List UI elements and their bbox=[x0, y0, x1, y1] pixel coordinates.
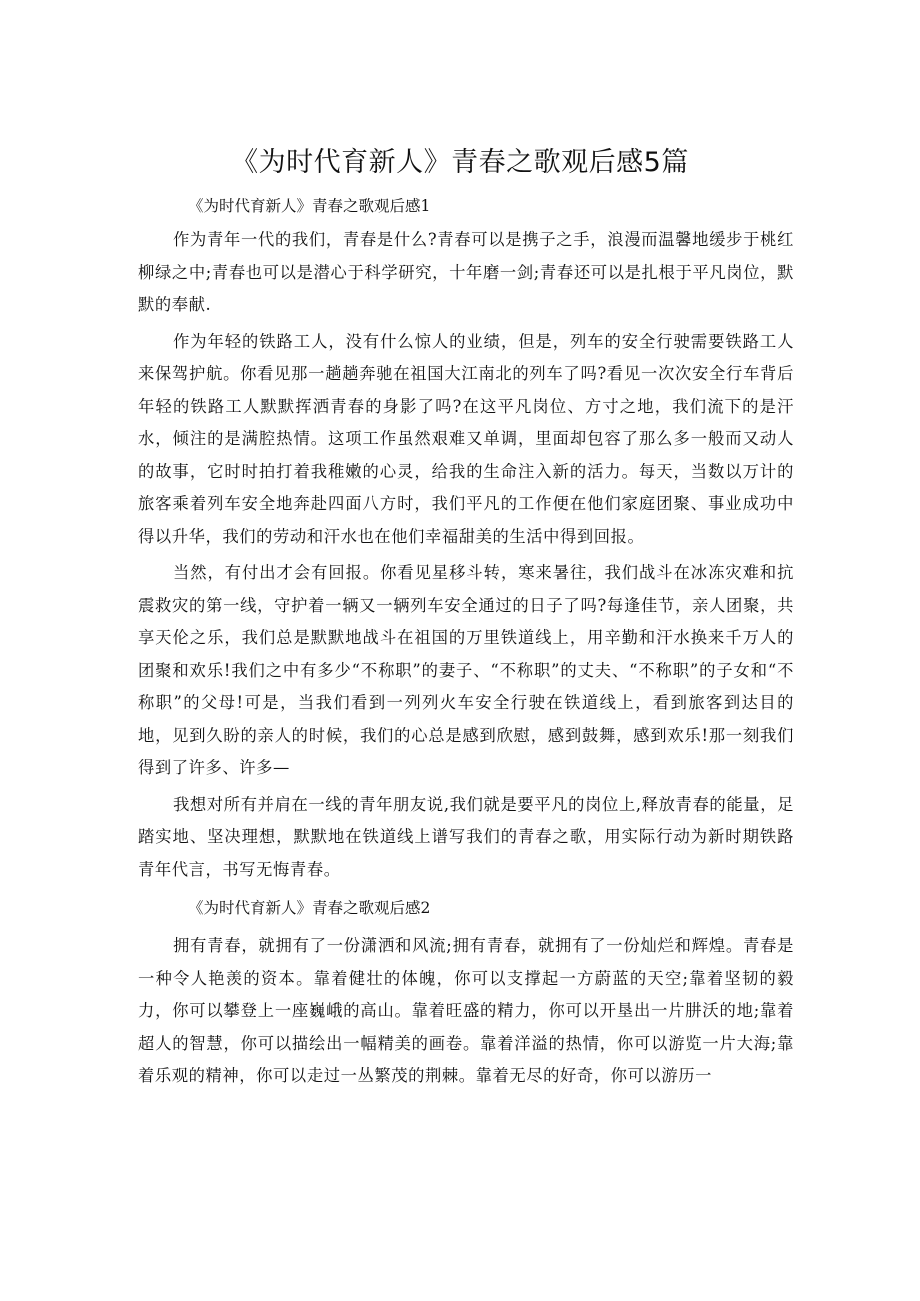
document-body bbox=[138, 188, 794, 1093]
section-1-paragraph-1: 作为青年一代的我们，青春是什么?青春可以是携子之手，浪漫而温馨地缓步于桃红柳绿之中;青春也可以是潜心于科学研究，十年磨一剑;青春还可以是扎根于平凡岗位，默默的奉献. bbox=[138, 230, 794, 314]
document-title: 《为时代育新人》青春之歌观后感5篇 bbox=[231, 147, 689, 178]
section-1-paragraph-4: 我想对所有并肩在一线的青年朋友说,我们就是要平凡的岗位上,释放青春的能量，足踏实地、坚决理想，默默地在铁道线上谱写我们的青春之歌，用实际行动为新时期铁路青年代言，书写无悔青春。 bbox=[138, 794, 794, 879]
section-1-paragraph-2: 作为年轻的铁路工人，没有什么惊人的业绩，但是，列车的安全行驶需要铁路工人来保驾护航。你看见那一趟趟奔驰在祖国大江南北的列车了吗?看见一次次安全行车背后年轻的铁路工人默默挥洒青春的身影了吗?在这平凡岗位、方寸之地，我们流下的是汗水，倾注的是满腔热情。这项工作虽然艰难又单调，里面却包容了那么多一般而又动人的故事，它时时拍打着我稚嫩的心灵，给我的生命注入新的活力。每天，当数以万计的旅客乘着列车安全地奔赴四面八方时，我们平凡的工作便在他们家庭团聚、事业成功中得以升华，我们的劳动和汗水也在他们幸福甜美的生活中得到回报。 bbox=[138, 331, 794, 546]
section-1-paragraph-3: 当然，有付出才会有回报。你看见星移斗转，寒来暑往，我们战斗在冰冻灾难和抗震救灾的第一线，守护着一辆又一辆列车安全通过的日子了吗?每逢佳节，亲人团聚，共享天伦之乐，我们总是默默地战斗在祖国的万里铁道线上，用辛勤和汗水换来千万人的团聚和欢乐!我们之中有多少“不称职”的妻子、“不称职”的丈夫、“不称职”的子女和“不称职”的父母!可是，当我们看到一列列火车安全行驶在铁道线上，看到旅客到达目的地，见到久盼的亲人的时候，我们的心总是感到欣慰，感到鼓舞，感到欢乐!那一刻我们得到了许多、许多— bbox=[138, 563, 794, 777]
section-2-heading: 《为时代育新人》青春之歌观后感2 bbox=[188, 899, 431, 917]
section-2-paragraph-1: 拥有青春，就拥有了一份潇洒和风流;拥有青春，就拥有了一份灿烂和辉煌。青春是一种令人艳羡的资本。靠着健壮的体魄，你可以支撑起一方蔚蓝的天空;靠着坚韧的毅力，你可以攀登上一座巍峨的高山。靠着旺盛的精力，你可以开垦出一片肼沃的地;靠着超人的智慧，你可以描绘出一幅精美的画卷。靠着洋溢的热情，你可以游览一片大海;靠着乐观的精神，你可以走过一丛繁茂的荆棘。靠着无尽的好奇，你可以游历一 bbox=[138, 936, 794, 1085]
section-1-heading: 《为时代育新人》青春之歌观后感1 bbox=[188, 197, 431, 215]
